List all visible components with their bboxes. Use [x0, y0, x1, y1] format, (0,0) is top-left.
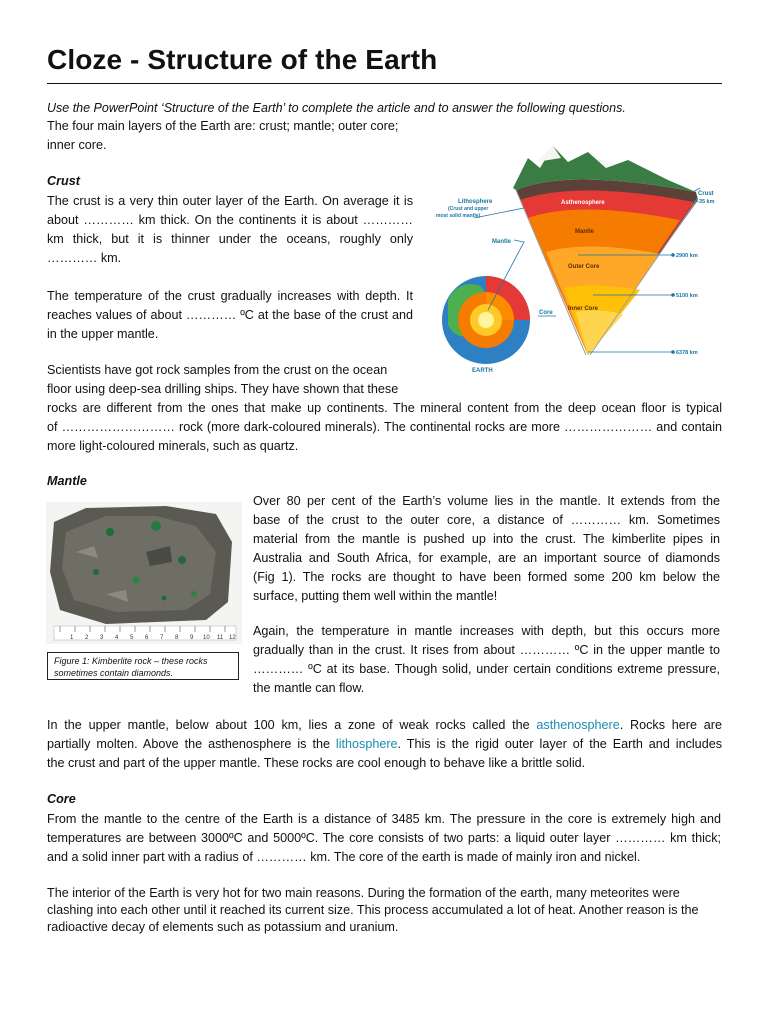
- lithosphere-term: lithosphere: [335, 737, 398, 751]
- mantle-paragraph-1: Over 80 per cent of the Earth’s volume lies in the mantle. It extends from the base of the crust to the outer core, a distance of ………… km. Sometimes material from the mantle is pushed up into the crust. The kimberlite pipes in Australia and South Africa, for example, are an important source of diamonds (Fig 1). The rocks are thought to have been formed some 200 km below the surface, putting them well within the mantle!: [253, 494, 720, 603]
- title-rule: [47, 83, 722, 84]
- earth-globe: [442, 276, 530, 364]
- figure-1-caption: Figure 1: Kimberlite rock – these rocks sometimes contain diamonds.: [47, 652, 239, 680]
- asthenosphere-term: asthenosphere: [536, 718, 620, 732]
- label-depth-5100: 5100 km: [676, 293, 698, 299]
- earth-cross-section: [513, 146, 698, 355]
- label-crust: Crust: [698, 191, 714, 197]
- label-lithosphere-sub2: most solid mantle): [436, 213, 481, 219]
- svg-text:9: 9: [190, 635, 194, 641]
- label-lithosphere: Lithosphere: [458, 199, 493, 205]
- svg-text:6: 6: [145, 635, 149, 641]
- core-paragraph-1: From the mantle to the centre of the Earth is a distance of 3485 km. The pressure in the core is extremely high and temperatures are between 3000ºC and 5000ºC. The core consists of two parts: a liquid outer layer ………… km thick; and a solid inner part with a radius of ………… km. The core of the earth is made of mainly iron and nickel.: [47, 812, 721, 864]
- earth-structure-diagram: [428, 140, 728, 380]
- svg-text:1: 1: [70, 635, 74, 641]
- label-mantle-inner: Mantle: [575, 229, 595, 235]
- label-depth-2900: 2900 km: [676, 253, 698, 259]
- svg-text:5: 5: [130, 635, 134, 641]
- mantle-paragraph-3: In the upper mantle, below about 100 km, lies a zone of weak rocks called the asthenosphere. Rocks here are partially molten. Above the asthenosphere is the lithosphere. This is the rigid outer layer of the Earth and includes the crust and part of the upper mantle. These rocks are cool enough to behave like a brittle solid.: [47, 718, 722, 770]
- core-heading: Core: [47, 792, 76, 806]
- svg-text:11: 11: [217, 635, 224, 641]
- label-asthenosphere: Asthenosphere: [561, 200, 605, 206]
- diagram-markers: [671, 253, 675, 354]
- core-paragraph-2: The interior of the Earth is very hot for two main reasons. During the formation of the earth, many meteorites were clashing into each other until it reached its current size. This process accumulated a lot of heat. Another reason is the radioactive decay of elements such as potassium and uranium.: [47, 886, 699, 934]
- label-core-side: Core: [539, 310, 553, 316]
- mantle-paragraph-2: Again, the temperature in mantle increases with depth, but this occurs more gradually than in the crust. It rises from about ………… ºC in the upper mantle to ………… ºC at its base. Though solid, under certain conditions extreme pressure, the mantle can flow.: [253, 624, 720, 695]
- svg-text:12: 12: [229, 635, 236, 641]
- crust-heading: Crust: [47, 174, 80, 188]
- svg-text:3: 3: [100, 635, 104, 641]
- label-outer-core: Outer Core: [568, 264, 600, 270]
- page-title: Cloze - Structure of the Earth: [47, 44, 438, 75]
- mantle-heading: Mantle: [47, 474, 87, 488]
- label-lithosphere-sub1: (Crust and upper: [448, 206, 489, 212]
- svg-text:10: 10: [203, 635, 210, 641]
- kimberlite-rock-photo: [46, 502, 242, 644]
- svg-text:2: 2: [85, 635, 89, 641]
- svg-text:8: 8: [175, 635, 179, 641]
- crust-paragraph-3: Scientists have got rock samples from the crust on the ocean floor using deep-sea drilling ships. They have shown that these rocks are different from the ones that make up continents. The mineral content from the deep ocean floor is typical of ……………………… rock (more dark-coloured minerals). The continental rocks are more ………………… and contain more light-coloured minerals, such as quartz.: [47, 363, 722, 453]
- label-earth: EARTH: [472, 368, 493, 374]
- instructions: Use the PowerPoint ‘Structure of the Earth’ to complete the article and to answer the following questions.: [47, 101, 626, 115]
- label-mantle-side: Mantle: [492, 239, 512, 245]
- crust-paragraph-1: The crust is a very thin outer layer of the Earth. On average it is about ………… km thick. On the continents it is about ………… km thick, but it is thinner under the oceans, roughly only ………… km.: [47, 194, 413, 265]
- label-inner-core: Inner Core: [568, 306, 599, 312]
- svg-text:7: 7: [160, 635, 164, 641]
- label-crust-depth: 0-35 km: [694, 199, 715, 205]
- label-depth-6378: 6378 km: [676, 350, 698, 356]
- crust-paragraph-2: The temperature of the crust gradually increases with depth. It reaches values of about ………… ºC at the base of the crust and in the upper mantle.: [47, 289, 413, 341]
- svg-text:4: 4: [115, 635, 119, 641]
- intro-paragraph: The four main layers of the Earth are: crust; mantle; outer core; inner core.: [47, 119, 399, 152]
